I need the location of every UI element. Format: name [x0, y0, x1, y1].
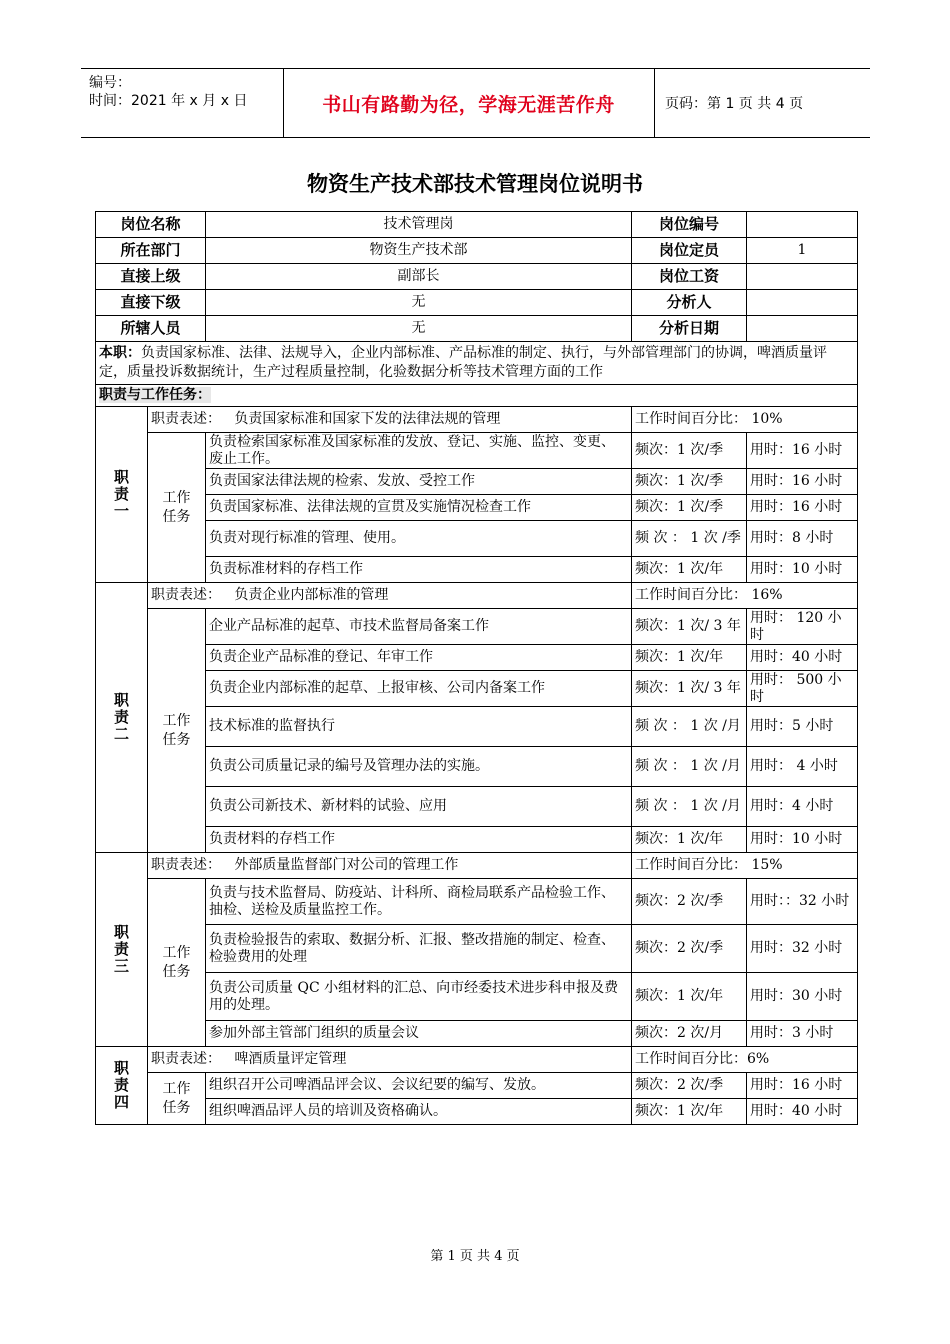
task-row — [96, 879, 858, 925]
duty-desc-row — [96, 1047, 858, 1073]
task-text: 负责企业产品标准的登记、年审工作 — [206, 645, 632, 671]
task-row — [96, 495, 858, 521]
task-frequency: 频次：1 次/年 — [632, 645, 747, 671]
task-row — [96, 1099, 858, 1125]
task-duration: 用时：4 小时 — [747, 787, 858, 827]
task-frequency: 频次：1 次/ 3 年 — [632, 671, 747, 707]
header-motto-cell — [283, 69, 655, 137]
duty-name — [96, 853, 148, 1047]
task-frequency: 频次：1 次/年 — [632, 973, 747, 1021]
task-frequency: 频次：1 次/ 3 年 — [632, 609, 747, 645]
info-label: 所辖人员 — [96, 316, 206, 342]
info-label: 分析日期 — [632, 316, 747, 342]
task-text: 负责公司质量 QC 小组材料的汇总、向市经委技术进步科申报及费用的处理。 — [206, 973, 632, 1021]
task-duration: 用时：16 小时 — [747, 469, 858, 495]
task-duration: 用时：16 小时 — [747, 1073, 858, 1099]
info-value — [747, 290, 858, 316]
core-duty-text: 负责国家标准、法律、法规导入，企业内部标准、产品标准的制定、执行，与外部管理部门的协调，啤酒质量评定，质量投诉数据统计，生产过程质量控制，化验数据分析等技术管理方面的工作 — [99, 345, 827, 380]
task-label — [148, 1073, 206, 1125]
duty-time-percent: 工作时间百分比： 10% — [632, 407, 858, 433]
task-row — [96, 747, 858, 787]
doc-time-label: 时间：2021 年 x 月 x 日 — [89, 93, 248, 109]
duty-desc-row — [96, 853, 858, 879]
task-row — [96, 827, 858, 853]
duty-name-text: 职责二 — [113, 691, 129, 743]
info-label: 岗位定员 — [632, 238, 747, 264]
duty-name-text: 职责四 — [113, 1059, 129, 1111]
task-row — [96, 433, 858, 469]
task-duration: 用时：40 小时 — [747, 1099, 858, 1125]
task-text: 企业产品标准的起草、市技术监督局备案工作 — [206, 609, 632, 645]
duty-desc-label: 职责表述： — [151, 411, 221, 427]
duty-desc-text: 外部质量监督部门对公司的管理工作 — [234, 857, 459, 873]
task-duration: 用时：40 小时 — [747, 645, 858, 671]
duty-desc-cell — [148, 407, 632, 433]
doc-title: 物资生产技术部技术管理岗位说明书 — [307, 172, 643, 196]
task-label-text: 工作任务 — [162, 1080, 191, 1116]
info-row — [96, 212, 858, 238]
task-frequency: 频次：1 次/季 — [632, 433, 747, 469]
task-duration: 用时：：32 小时 — [747, 879, 858, 925]
task-text: 负责标准材料的存档工作 — [206, 557, 632, 583]
info-label: 所在部门 — [96, 238, 206, 264]
info-label: 岗位名称 — [96, 212, 206, 238]
task-frequency: 频次：2 次/月 — [632, 1021, 747, 1047]
core-duty-cell — [96, 342, 858, 385]
task-text: 技术标准的监督执行 — [206, 707, 632, 747]
header-page-info: 页码：第 1 页 共 4 页 — [665, 96, 804, 112]
page-footer: 第 1 页 共 4 页 — [430, 1249, 520, 1264]
info-value — [747, 212, 858, 238]
duty-name — [96, 407, 148, 583]
task-row — [96, 925, 858, 973]
info-value: 副部长 — [206, 264, 632, 290]
duty-desc-text: 负责国家标准和国家下发的法律法规的管理 — [234, 411, 501, 427]
task-text: 负责公司质量记录的编号及管理办法的实施。 — [206, 747, 632, 787]
duty-desc-cell — [148, 853, 632, 879]
info-value: 无 — [206, 290, 632, 316]
duty-name — [96, 583, 148, 853]
core-duty-label: 本职： — [99, 345, 141, 361]
info-label: 分析人 — [632, 290, 747, 316]
duty-desc-label: 职责表述： — [151, 857, 221, 873]
task-row — [96, 609, 858, 645]
task-text: 负责检索国家标准及国家标准的发放、登记、实施、监控、变更、废止工作。 — [206, 433, 632, 469]
task-row — [96, 707, 858, 747]
info-label: 岗位工资 — [632, 264, 747, 290]
task-row — [96, 671, 858, 707]
duty-time-percent: 工作时间百分比： 16% — [632, 583, 858, 609]
info-value: 无 — [206, 316, 632, 342]
header-page-cell — [655, 69, 870, 137]
info-value — [747, 264, 858, 290]
page-header — [81, 68, 870, 138]
task-text: 负责国家法律法规的检索、发放、受控工作 — [206, 469, 632, 495]
duty-desc-label: 职责表述： — [151, 1051, 221, 1067]
task-row — [96, 1021, 858, 1047]
task-frequency: 频次：2 次/季 — [632, 1073, 747, 1099]
header-meta — [81, 69, 284, 137]
duty-name — [96, 1047, 148, 1125]
info-row — [96, 264, 858, 290]
duty-desc-cell — [148, 583, 632, 609]
core-duty-row — [96, 342, 858, 385]
task-label — [148, 879, 206, 1047]
task-frequency: 频次：2 次/季 — [632, 925, 747, 973]
task-duration: 用时：10 小时 — [747, 827, 858, 853]
info-label: 直接上级 — [96, 264, 206, 290]
info-value — [747, 316, 858, 342]
task-row — [96, 645, 858, 671]
task-duration: 用时：3 小时 — [747, 1021, 858, 1047]
task-duration: 用时： 120 小时 — [747, 609, 858, 645]
task-text: 参加外部主管部门组织的质量会议 — [206, 1021, 632, 1047]
task-label — [148, 609, 206, 853]
task-frequency: 频 次 ： 1 次 /月 — [632, 787, 747, 827]
task-row — [96, 521, 858, 557]
info-value: 1 — [747, 238, 858, 264]
task-duration: 用时：32 小时 — [747, 925, 858, 973]
task-text: 组织啤酒品评人员的培训及资格确认。 — [206, 1099, 632, 1125]
duty-desc-cell — [148, 1047, 632, 1073]
info-value: 物资生产技术部 — [206, 238, 632, 264]
task-row — [96, 1073, 858, 1099]
duty-desc-row — [96, 583, 858, 609]
info-row — [96, 290, 858, 316]
task-frequency: 频次：1 次/年 — [632, 557, 747, 583]
duty-name-text: 职责一 — [113, 468, 129, 520]
info-label: 直接下级 — [96, 290, 206, 316]
task-frequency: 频 次 ： 1 次 /月 — [632, 747, 747, 787]
task-duration: 用时：30 小时 — [747, 973, 858, 1021]
task-frequency: 频次：1 次/季 — [632, 469, 747, 495]
task-frequency: 频 次 ： 1 次 /月 — [632, 707, 747, 747]
duty-time-percent: 工作时间百分比： 15% — [632, 853, 858, 879]
task-frequency: 频次：2 次/季 — [632, 879, 747, 925]
info-value: 技术管理岗 — [206, 212, 632, 238]
task-duration: 用时：5 小时 — [747, 707, 858, 747]
task-row — [96, 469, 858, 495]
duty-desc-text: 负责企业内部标准的管理 — [234, 587, 389, 603]
task-frequency: 频次：1 次/年 — [632, 827, 747, 853]
duty-time-percent: 工作时间百分比：6% — [632, 1047, 858, 1073]
task-duration: 用时：16 小时 — [747, 433, 858, 469]
task-text: 负责与技术监督局、防疫站、计科所、商检局联系产品检验工作、抽检、送检及质量监控工作。 — [206, 879, 632, 925]
task-text: 负责公司新技术、新材料的试验、应用 — [206, 787, 632, 827]
task-text: 负责检验报告的索取、数据分析、汇报、整改措施的制定、检查、检验费用的处理 — [206, 925, 632, 973]
task-row — [96, 787, 858, 827]
duties-heading-cell — [96, 385, 858, 407]
task-label — [148, 433, 206, 583]
info-row — [96, 316, 858, 342]
duty-name-text: 职责三 — [113, 923, 129, 975]
duties-heading-row — [96, 385, 858, 407]
task-duration: 用时： 4 小时 — [747, 747, 858, 787]
doc-number-label: 编号： — [89, 75, 131, 91]
duty-desc-text: 啤酒质量评定管理 — [234, 1051, 347, 1067]
header-motto: 书山有路勤为径，学海无涯苦作舟 — [322, 93, 615, 116]
task-text: 负责国家标准、法律法规的宣贯及实施情况检查工作 — [206, 495, 632, 521]
info-row — [96, 238, 858, 264]
task-text: 负责对现行标准的管理、使用。 — [206, 521, 632, 557]
task-row — [96, 557, 858, 583]
task-label-text: 工作任务 — [162, 712, 191, 748]
task-row — [96, 973, 858, 1021]
task-duration: 用时：8 小时 — [747, 521, 858, 557]
task-frequency: 频 次 ： 1 次 /季 — [632, 521, 747, 557]
task-duration: 用时： 500 小时 — [747, 671, 858, 707]
task-text: 组织召开公司啤酒品评会议、会议纪要的编写、发放。 — [206, 1073, 632, 1099]
job-description-table — [95, 211, 858, 1125]
task-label-text: 工作任务 — [162, 944, 191, 980]
task-frequency: 频次：1 次/季 — [632, 495, 747, 521]
task-text: 负责材料的存档工作 — [206, 827, 632, 853]
duties-heading: 职责与工作任务： — [99, 387, 211, 403]
duty-desc-row — [96, 407, 858, 433]
task-text: 负责企业内部标准的起草、上报审核、公司内备案工作 — [206, 671, 632, 707]
task-duration: 用时：10 小时 — [747, 557, 858, 583]
duty-desc-label: 职责表述： — [151, 587, 221, 603]
task-frequency: 频次：1 次/年 — [632, 1099, 747, 1125]
task-label-text: 工作任务 — [162, 489, 191, 525]
task-duration: 用时：16 小时 — [747, 495, 858, 521]
info-label: 岗位编号 — [632, 212, 747, 238]
